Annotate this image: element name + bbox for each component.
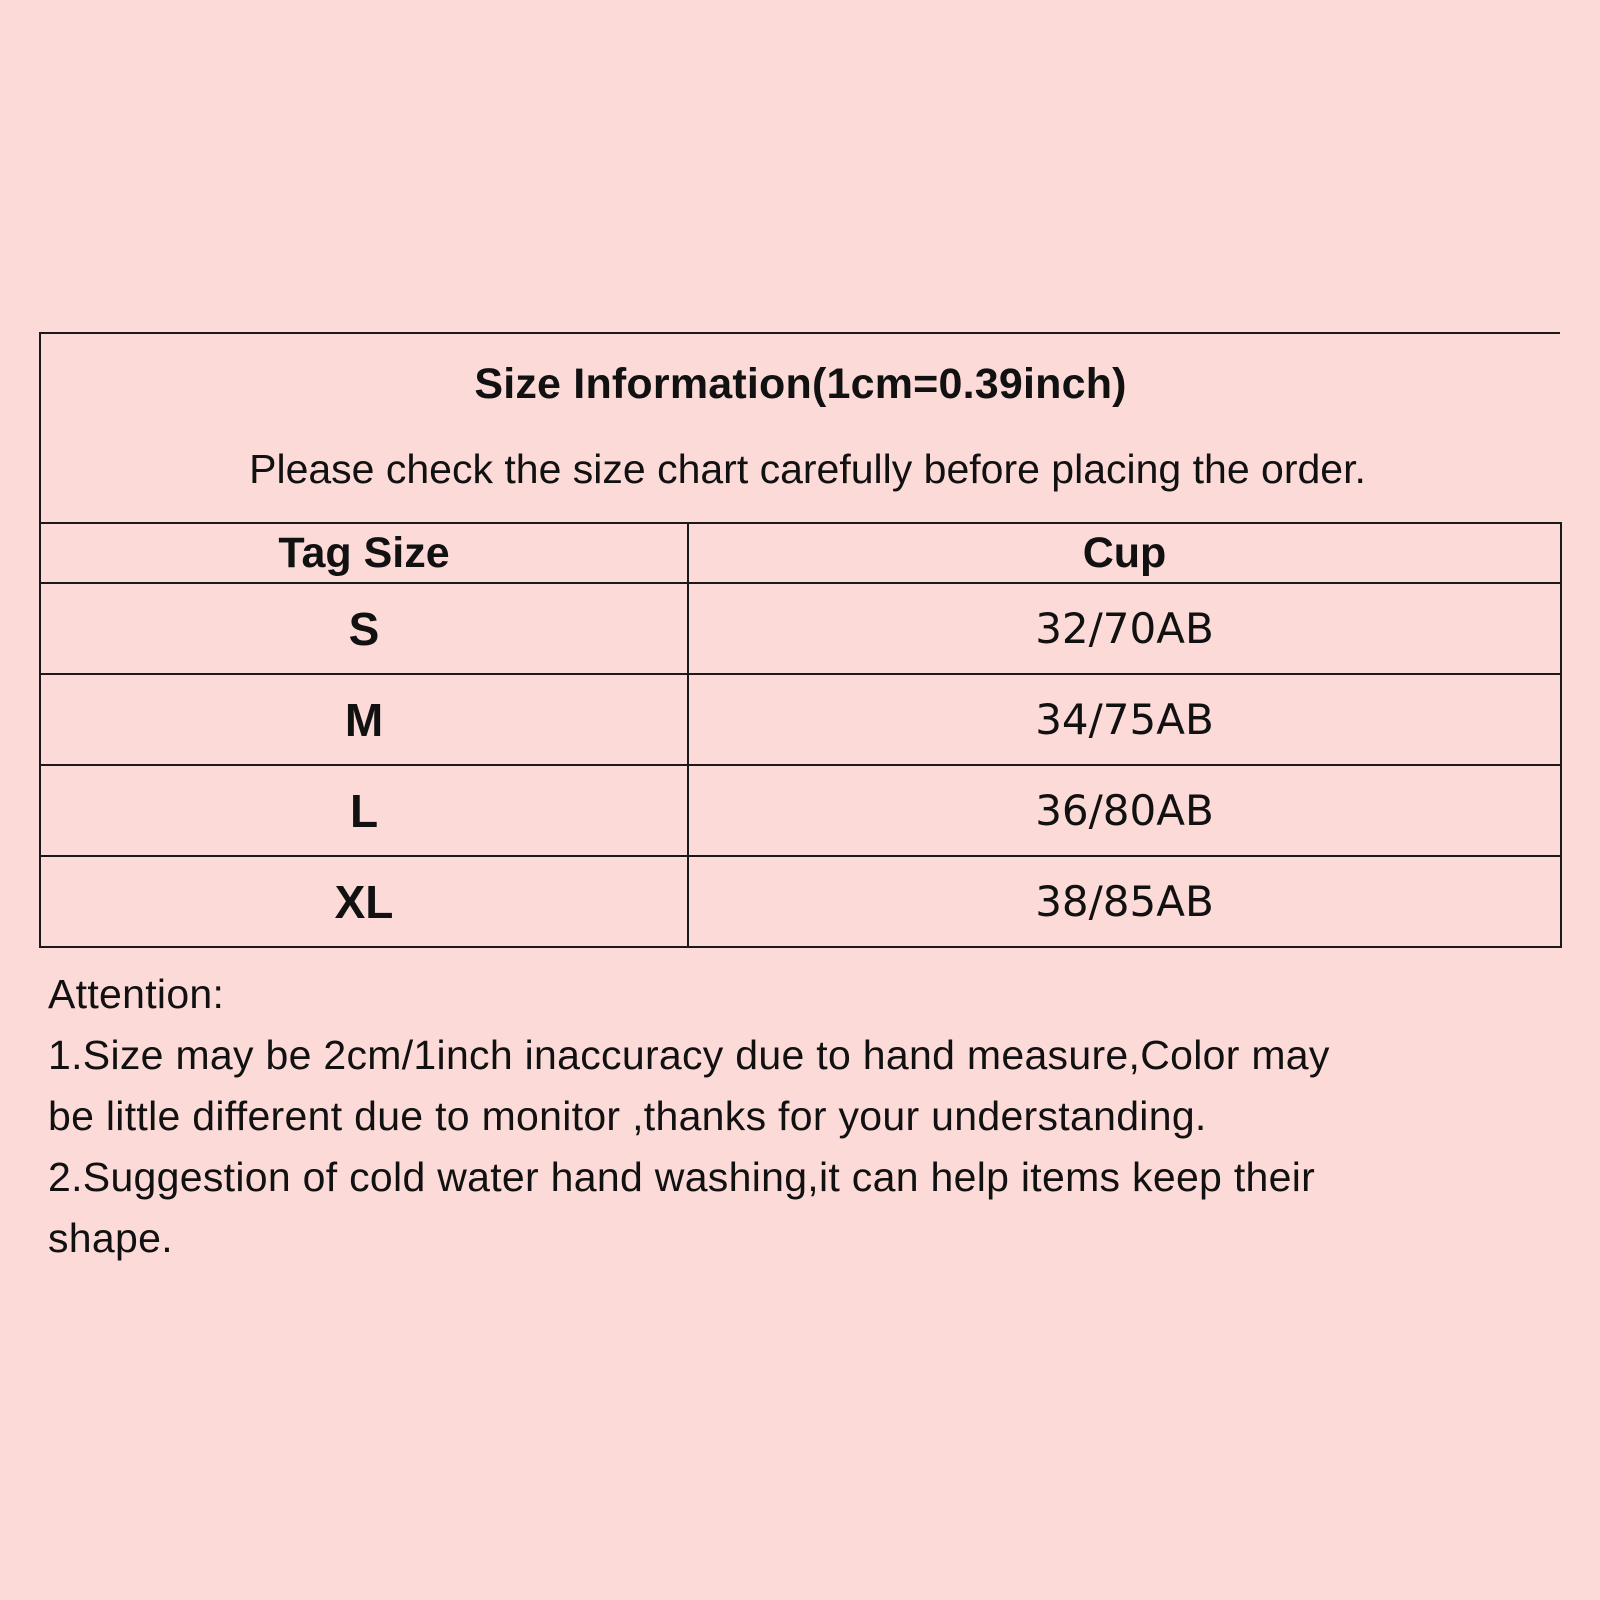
tag-size-cell: M — [40, 674, 688, 765]
table-row — [40, 674, 1561, 765]
attention-notes — [48, 964, 1548, 1269]
attention-note-1-line-2: be little different due to monitor ,thanks for your understanding. — [48, 1093, 1207, 1139]
cup-cell: 36/80AB — [688, 765, 1561, 856]
column-header-cup: Cup — [688, 523, 1561, 583]
table-row — [40, 856, 1561, 947]
size-table — [39, 522, 1562, 948]
table-header-row — [40, 523, 1561, 583]
attention-note-1-line-1: 1.Size may be 2cm/1inch inaccuracy due to hand measure,Color may — [48, 1032, 1330, 1078]
attention-note-2-line-2: shape. — [48, 1215, 173, 1261]
attention-note-2-line-1: 2.Suggestion of cold water hand washing,it can help items keep their — [48, 1154, 1316, 1200]
tag-size-cell: S — [40, 583, 688, 674]
cup-cell: 38/85AB — [688, 856, 1561, 947]
column-header-tag-size: Tag Size — [40, 523, 688, 583]
cup-cell: 32/70AB — [688, 583, 1561, 674]
chart-subtitle: Please check the size chart carefully before placing the order. — [249, 446, 1366, 492]
tag-size-cell: L — [40, 765, 688, 856]
tag-size-cell: XL — [40, 856, 688, 947]
table-row — [40, 765, 1561, 856]
size-chart — [39, 332, 1560, 948]
chart-title: Size Information(1cm=0.39inch) — [474, 360, 1127, 408]
size-chart-header — [39, 332, 1560, 522]
cup-cell: 34/75AB — [688, 674, 1561, 765]
table-row — [40, 583, 1561, 674]
attention-heading: Attention: — [48, 971, 225, 1017]
